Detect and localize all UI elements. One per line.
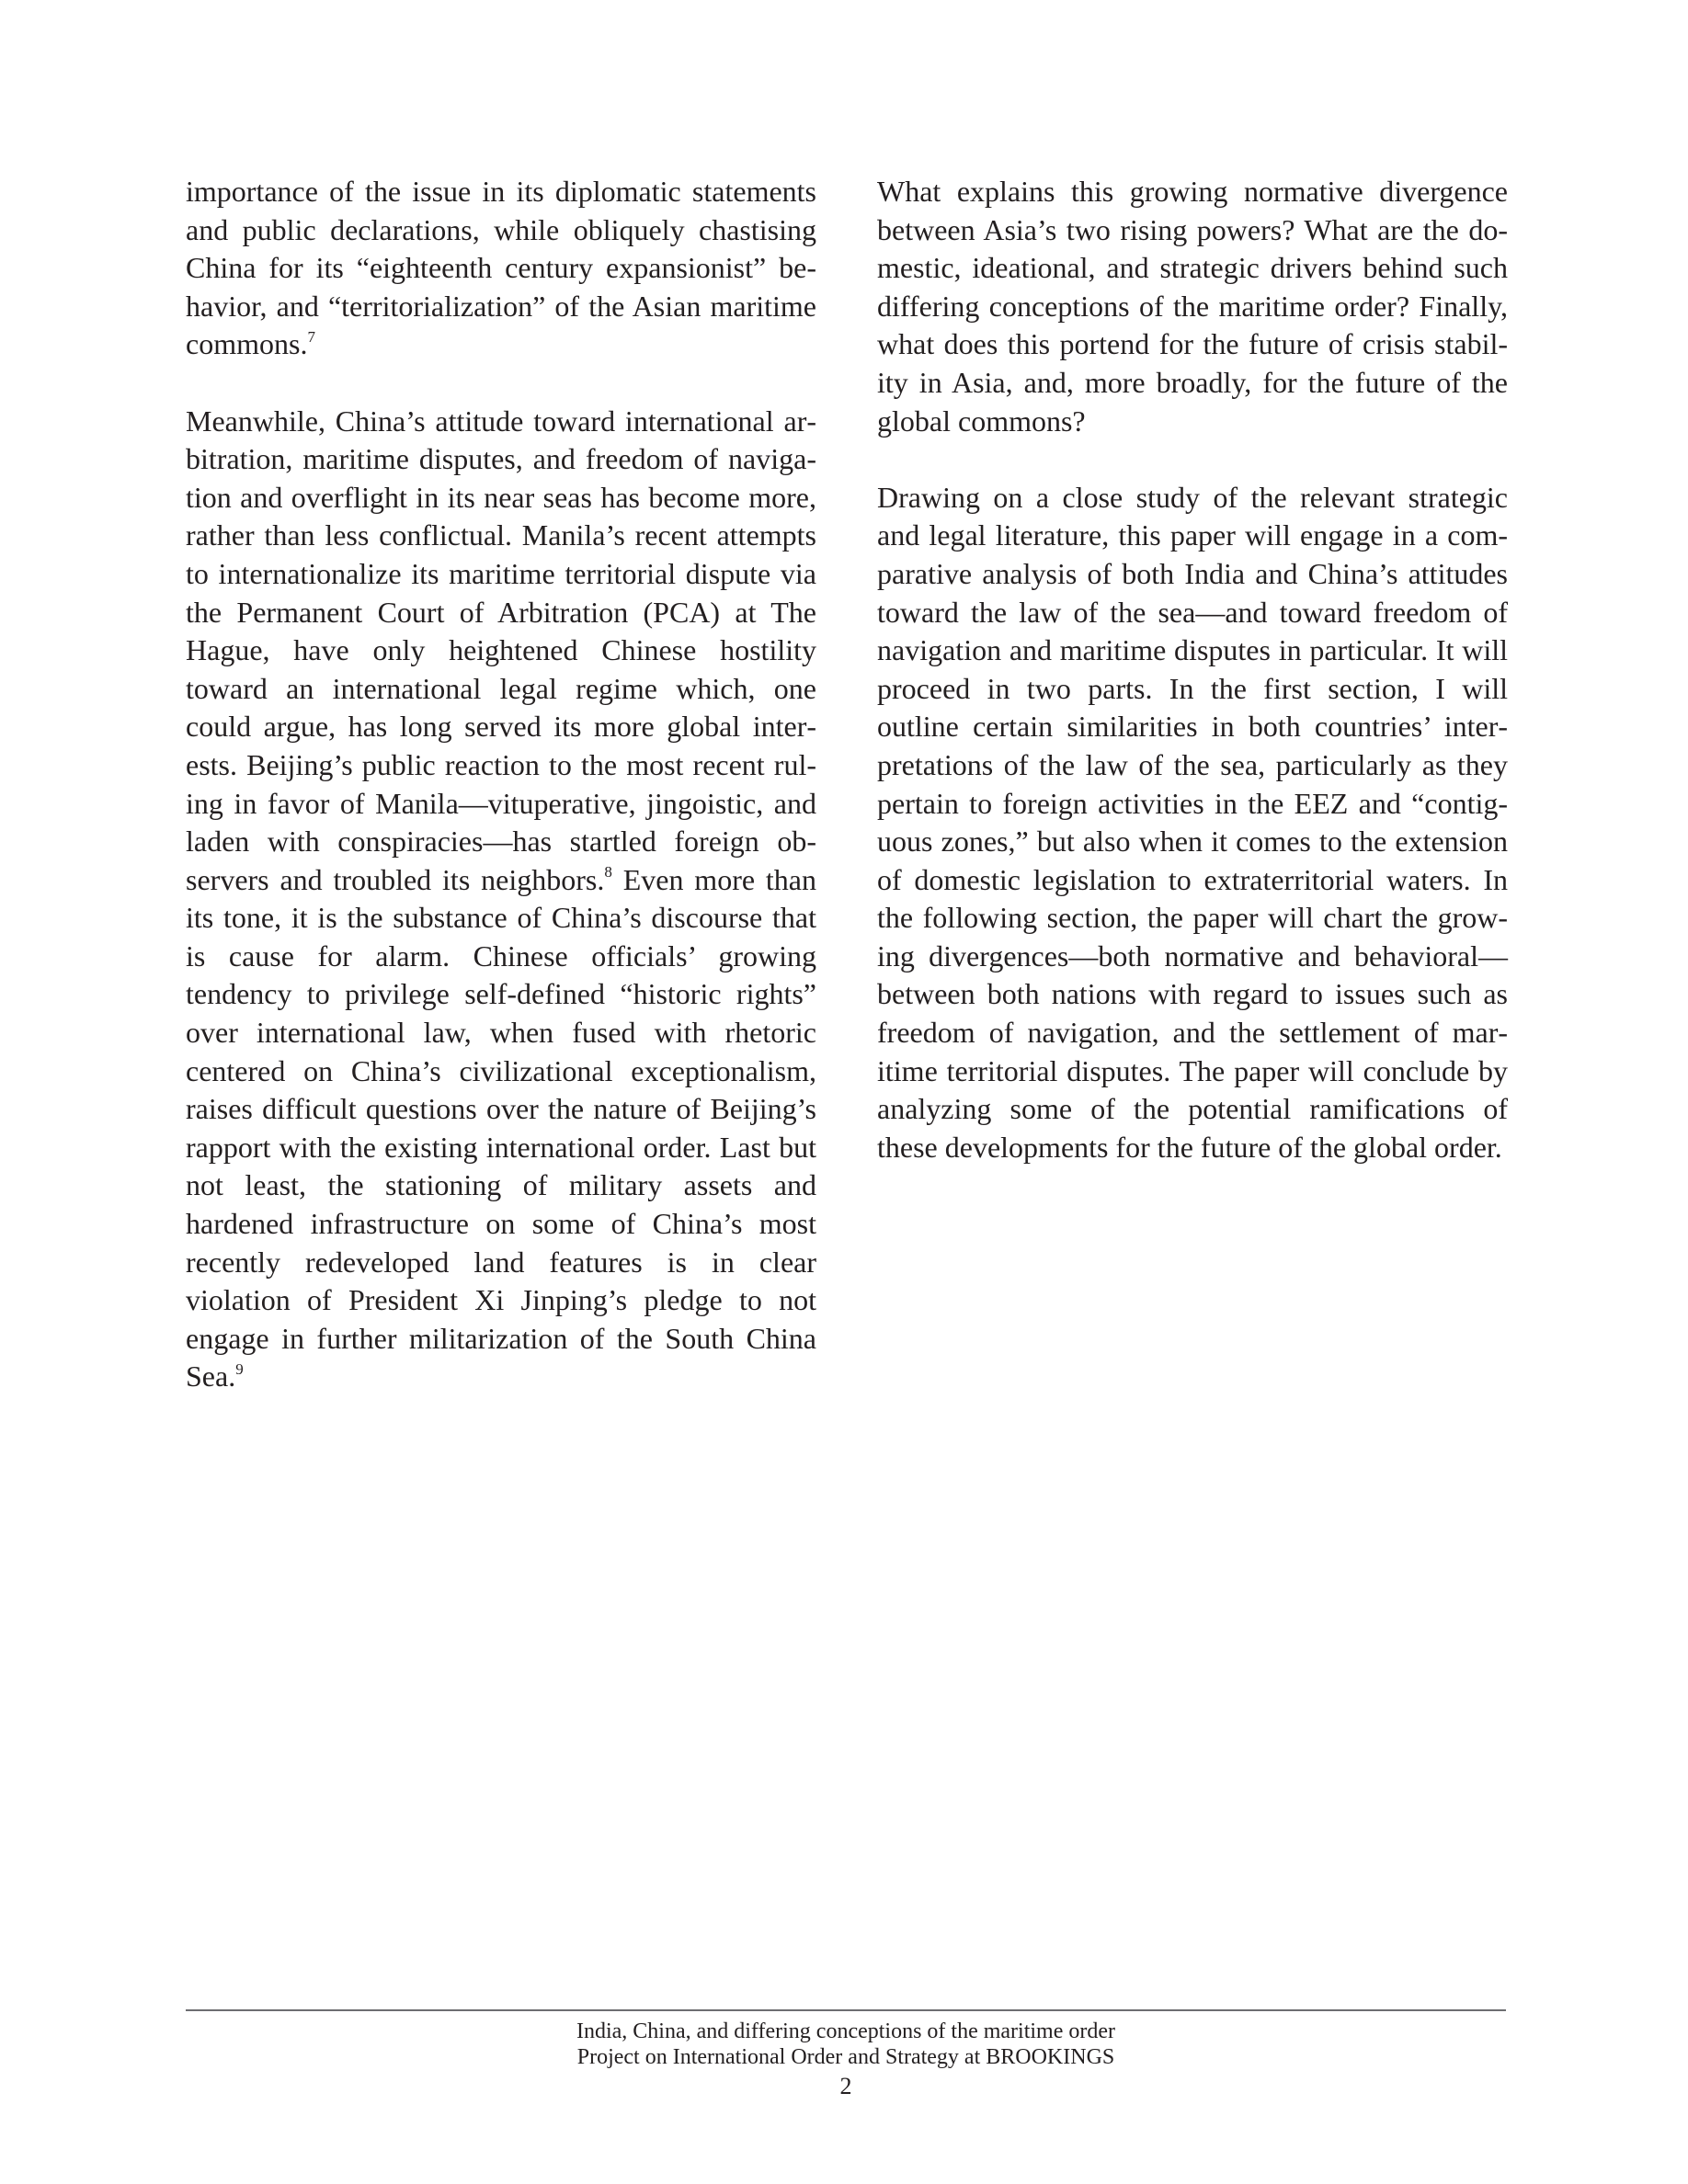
page-number: 2 xyxy=(839,2073,852,2099)
body-paragraph xyxy=(186,403,816,1396)
footnote-ref[interactable]: 8 xyxy=(604,863,612,882)
body-paragraph: Drawing on a close study of the relevant strategic and legal literature, this paper will engage in a comparative analysis of both India and China’s attitudes toward the law of the sea—and toward freedom of navigation and maritime disputes in particular. It will proceed in two parts. In the first section, I will outline certain similarities in both countries’ interpretations of the law of the sea, particularly as they pertain to foreign activities in the EEZ and “contiguous zones,” but also when it comes to the extension of domestic legislation to extraterritorial waters. In the following section, the paper will chart the growing divergences—both normative and behavioral— between both nations with regard to issues such as freedom of navigation, and the settlement of maritime territorial disputes. The paper will conclude by analyzing some of the potential ramifications of these developments for the future of the global order. xyxy=(877,480,1508,1164)
footnote-ref[interactable]: 7 xyxy=(307,327,315,346)
footnote-ref[interactable]: 9 xyxy=(235,1359,244,1378)
right-column xyxy=(877,173,1508,1166)
footer-divider xyxy=(186,2009,1506,2011)
page-footer xyxy=(186,2019,1506,2101)
paragraph-text: Even more than its tone, it is the substance of China’s discourse that is cause for alarm. Chinese officials’ growing tendency to privilege self-defined “historic rights” over international law, when fused with rhetoric centered on China’s civilizational exceptionalism, raises difficult questions over the nature of Beijing’s rapport with the existing international order. Last but not least, the stationing of military assets and hardened infrastructure on some of China’s most recently redeveloped land features is in clear violation of President Xi Jinping’s pledge to not engage in further militarization of the South China Sea. xyxy=(186,862,817,1393)
footer-project: Project on International Order and Strategy at BROOKINGS xyxy=(576,2045,1115,2069)
left-column xyxy=(186,173,816,1396)
paragraph-text: Meanwhile, China’s attitude toward international arbitration, maritime disputes, and freedom of navigation and overflight in its near seas has become more, rather than less conflictual. Manila’s recent attempts to internationalize its maritime territorial dispute via the Permanent Court of Arbitration (PCA) at The Hague, have only heightened Chinese hostility toward an international legal regime which, one could argue, has long served its more global interests. Beijing’s public reaction to the most recent ruling in favor of Manila—vituperative, jingoistic, and laden with conspiracies—has startled foreign observers and troubled its neighbors. xyxy=(186,404,816,896)
footer-title: India, China, and differing conceptions of the maritime order xyxy=(576,2019,1116,2043)
paragraph-text: importance of the issue in its diplomatic statements and public declarations, while obliquely chastising China for its “eighteenth century expansionist” behavior, and “territorialization” of the Asian maritime commons. xyxy=(186,175,816,361)
body-paragraph xyxy=(186,173,816,364)
body-paragraph: What explains this growing normative divergence between Asia’s two rising powers? What are the domestic, ideational, and strategic drivers behind such differing conceptions of the maritime order? Finally, what does this portend for the future of crisis stability in Asia, and, more broadly, for the future of the global commons? xyxy=(877,175,1508,438)
